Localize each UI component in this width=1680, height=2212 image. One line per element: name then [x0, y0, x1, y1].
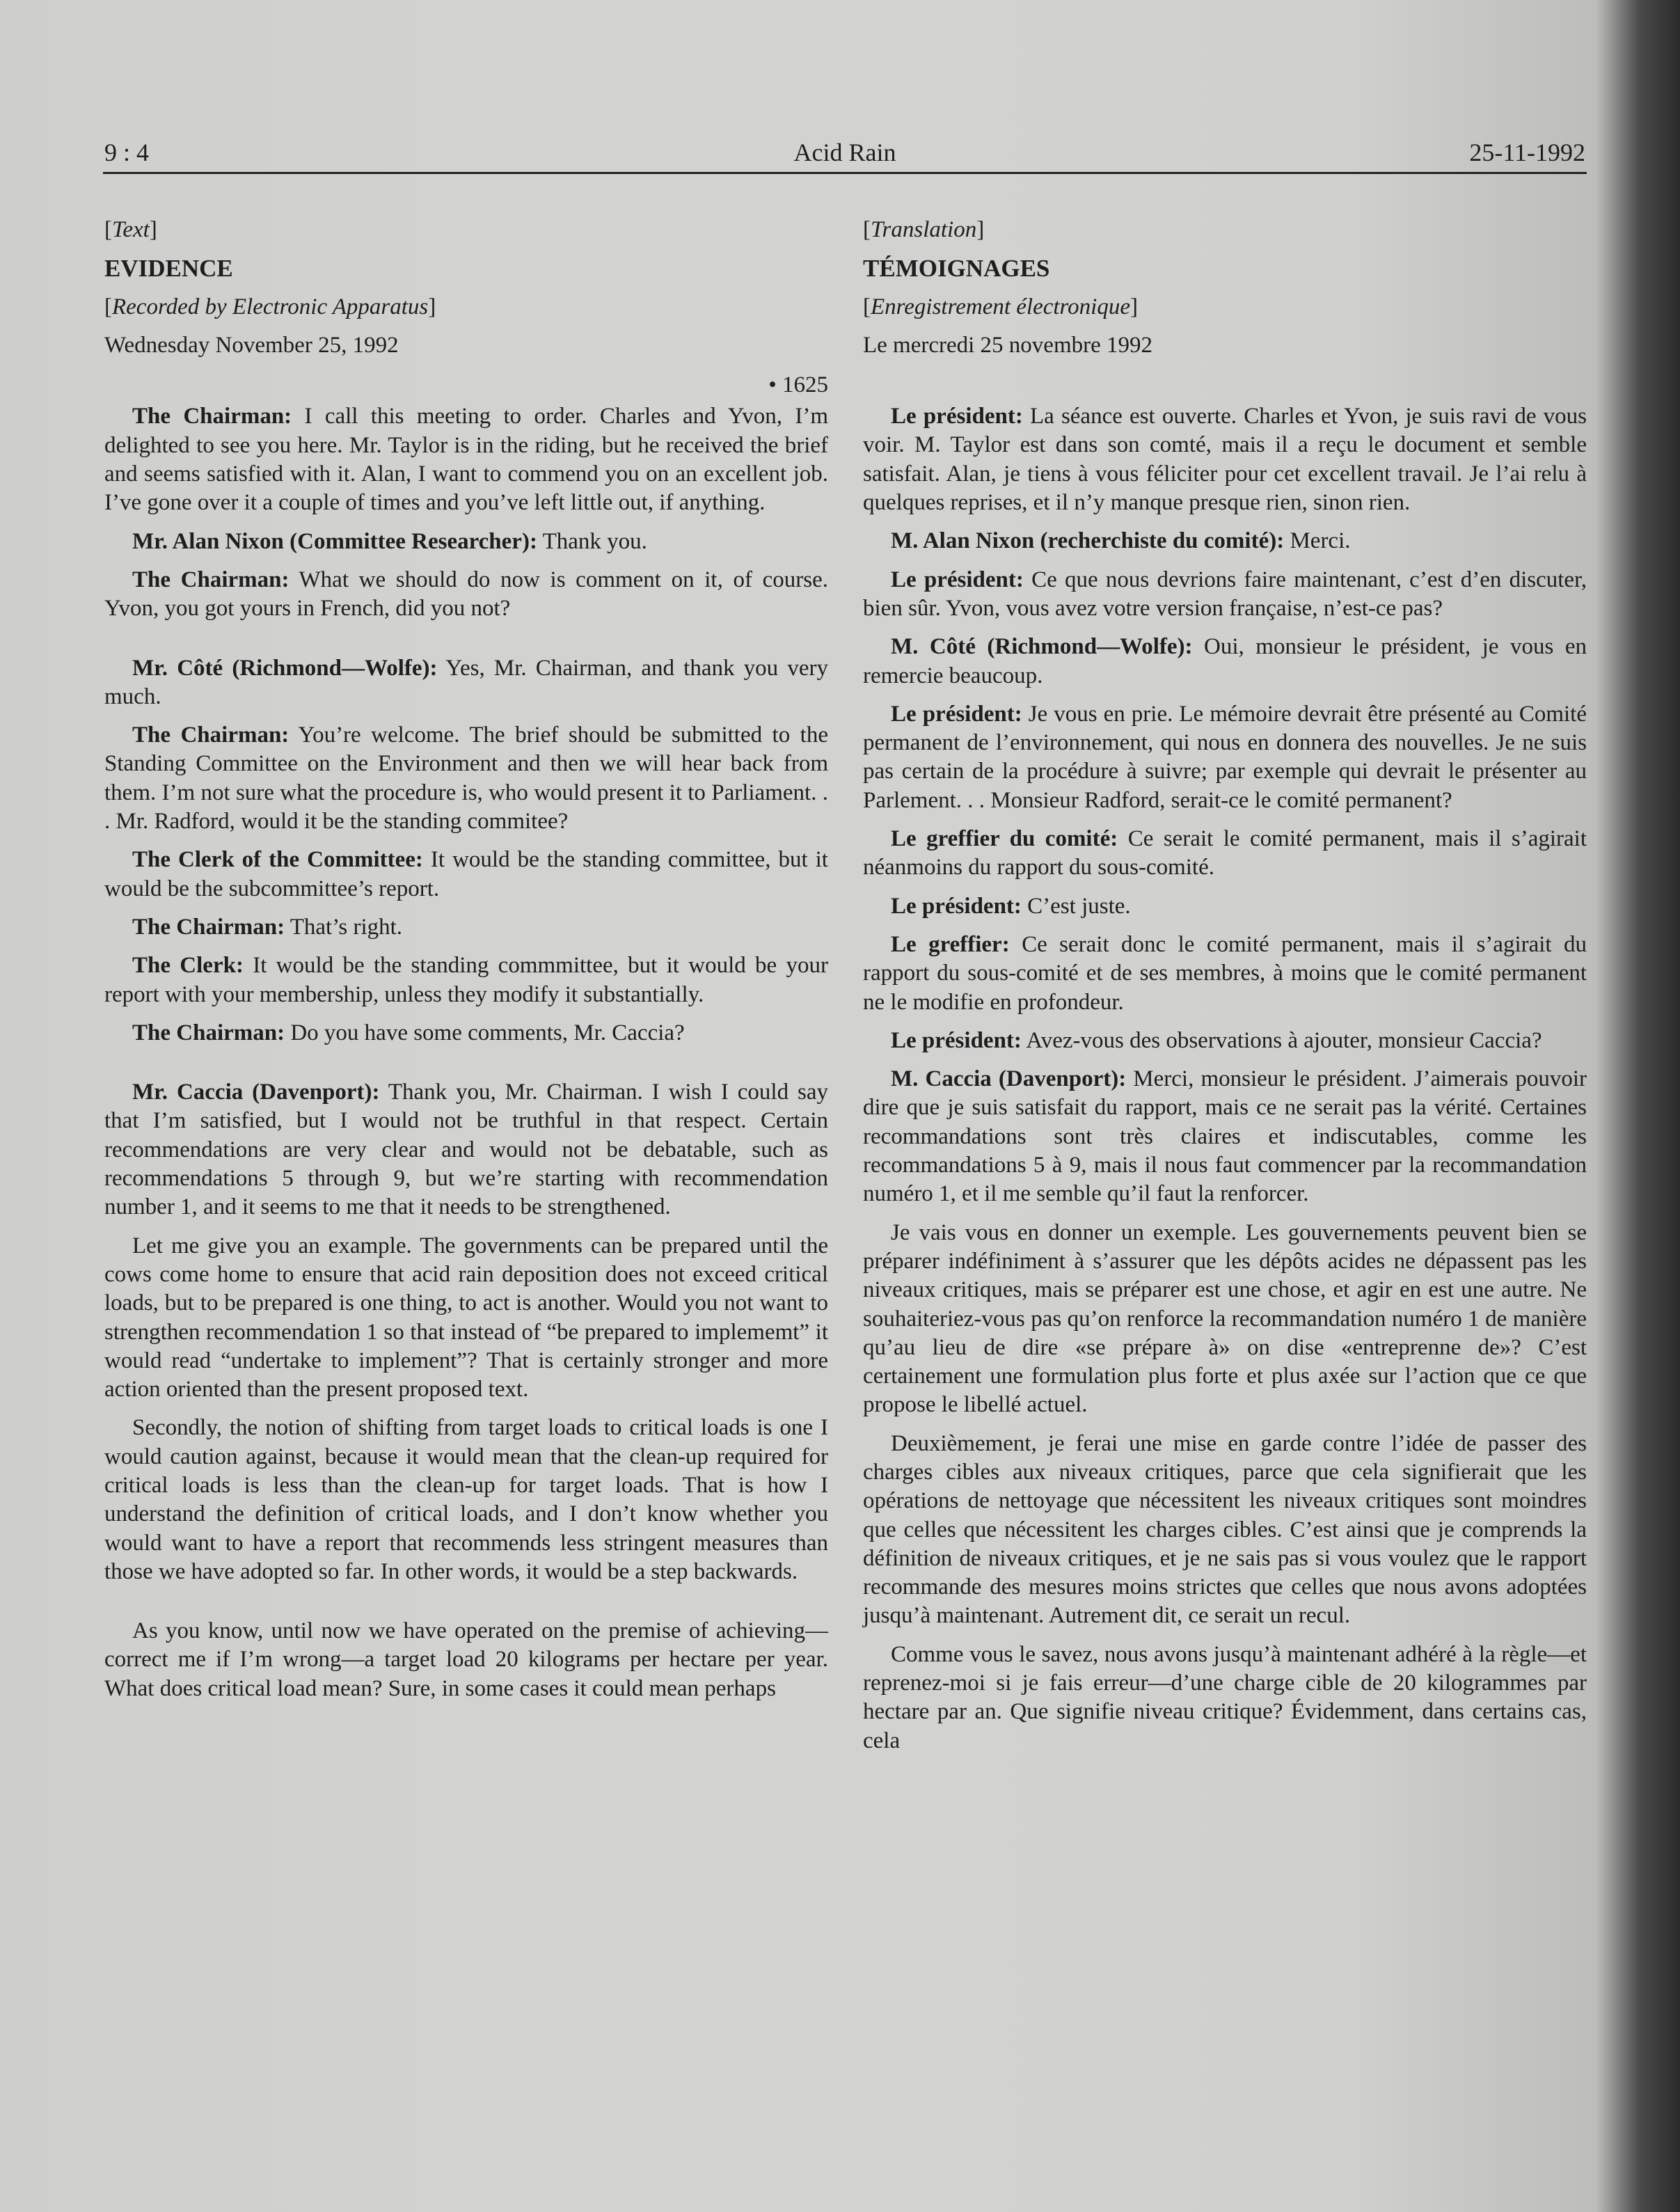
timestamp: • 1625 — [768, 372, 828, 398]
speaker: Le président: — [891, 567, 1024, 592]
speaker: Le président: — [891, 404, 1023, 429]
paragraph: The Chairman: You’re welcome. The brief should be submitted to the Standing Committee on the Environment and then we will hear back from them. I’m not sure what the procedure is, who would present it to Parliament. . . Mr. Radford, would it be the standing commitee? — [104, 722, 829, 835]
paragraph: The Chairman: I call this meeting to order. Charles and Yvon, I’m delighted to see you here. Mr. Taylor is in the riding, but he received the brief and seems satisfied with it. Alan, I want to commend you on an excellent job. I’ve gone over it a couple of times and you’ve left little out, if anything. — [104, 404, 828, 516]
speaker: M. Alan Nixon (recherchiste du comité): — [891, 528, 1285, 554]
section-tag: [Text] — [104, 217, 157, 242]
recording-note: [Enregistrement électronique] — [863, 294, 1138, 319]
paragraph: Le président: C’est juste. — [891, 893, 1131, 919]
session-date: Le mercredi 25 novembre 1992 — [863, 332, 1153, 358]
speaker: M. Caccia (Davenport): — [891, 1066, 1127, 1092]
paragraph: M. Caccia (Davenport): Merci, monsieur le président. J’aimerais pouvoir dire que je suis satisfait du rapport, mais ce ne serait pas la vérité. Certaines recommandations sont très claires et indiscutables, comme les recommandations 5 à 9, mais il nous faut commencer par la recommandation numéro 1, et il me semble qu’il faut la renforcer. — [863, 1066, 1587, 1207]
paragraph: Mr. Côté (Richmond—Wolfe): Yes, Mr. Chairman, and thank you very much. — [104, 655, 828, 709]
paragraph: The Clerk: It would be the standing commmittee, but it would be your report with your membership, unless they modify it substantially. — [104, 953, 828, 1007]
paragraph: Mr. Caccia (Davenport): Thank you, Mr. Chairman. I wish I could say that I’m satisfied, but I would not be truthful in that respect. Certain recommendations are very clear and would not be debatable, such as recommendations 5 through 9, but we’re starting with recommendation number 1, and it seems to me that it needs to be strengthened. — [104, 1080, 828, 1220]
english-column — [104, 216, 828, 1703]
section-tag: [Translation] — [863, 217, 985, 242]
paragraph: Le greffier du comité: Ce serait le comité permanent, mais il s’agirait néanmoins du rapport du sous-comité. — [863, 826, 1587, 880]
french-column — [863, 216, 1587, 1755]
paragraph: Le président: Ce que nous devrions faire maintenant, c’est d’en discuter, bien sûr. Yvon, vous avez votre version française, n’est-ce pas? — [863, 567, 1587, 621]
speaker: The Chairman: — [132, 567, 290, 592]
header-title: Acid Rain — [793, 139, 896, 166]
paragraph: M. Alan Nixon (recherchiste du comité): Merci. — [891, 528, 1351, 554]
speaker: Mr. Caccia (Davenport): — [132, 1080, 380, 1105]
speaker: The Chairman: — [132, 1020, 285, 1045]
speaker: Le greffier: — [891, 931, 1010, 957]
paragraph: Le président: Avez-vous des observations à ajouter, monsieur Caccia? — [891, 1027, 1542, 1053]
speaker: Le greffier du comité: — [891, 826, 1118, 852]
speaker: Le président: — [891, 1027, 1022, 1053]
speaker: Mr. Côté (Richmond—Wolfe): — [132, 655, 438, 681]
header-rule — [103, 172, 1587, 174]
recording-note: [Recorded by Electronic Apparatus] — [104, 294, 436, 319]
paragraph: Mr. Alan Nixon (Committee Researcher): Thank you. — [132, 528, 647, 554]
section-heading: TÉMOIGNAGES — [863, 255, 1050, 283]
header-page-number: 9 : 4 — [104, 139, 150, 166]
paragraph: The Chairman: Do you have some comments, Mr. Caccia? — [132, 1020, 685, 1045]
paragraph: The Chairman: What we should do now is comment on it, of course. Yvon, you got yours in French, did you not? — [104, 567, 828, 622]
paragraph: Let me give you an example. The governments can be prepared until the cows come home to ensure that acid rain deposition does not exceed critical loads, but to be prepared is one thing, to act is another. Would you not want to strengthen recommendation 1 so that instead of “be prepared to implememt” it would read “undertake to implement”? That is certainly stronger and more action oriented than the present proposed text. — [104, 1233, 828, 1403]
session-date: Wednesday November 25, 1992 — [104, 332, 399, 358]
paragraph: The Chairman: That’s right. — [132, 914, 403, 940]
speaker: M. Côté (Richmond—Wolfe): — [891, 634, 1193, 660]
paragraph: Secondly, the notion of shifting from target loads to critical loads is one I would caution against, because it would mean that the clean-up required for critical loads is less than the clean-up for target loads. That is how I understand the definition of critical loads, and I don’t know whether you would want to have a report that recommends less stringent measures than those we have adopted so far. In other words, it would be a step backwards. — [104, 1415, 828, 1584]
section-heading: EVIDENCE — [104, 255, 233, 283]
paragraph: Deuxièmement, je ferai une mise en garde contre l’idée de passer des charges cibles aux niveaux critiques, parce que cela signifierait que les opérations de nettoyage que nécessitent les niveaux critiques sont moindres que celles que nécessitent les charges cibles. C’est ainsi que je comprends la définition de niveaux critiques, et je ne sais pas si vous voulez que le rapport recommande des mesures moins strictes que celles que nous avons adoptées jusqu’à maintenant. Autrement dit, ce serait un recul. — [863, 1430, 1587, 1629]
paragraph: The Clerk of the Committee: It would be the standing committee, but it would be the subcommittee’s report. — [104, 847, 828, 901]
paragraph: As you know, until now we have operated on the premise of achieving—correct me if I’m wrong—a target load 20 kilograms per hectare per year. What does critical load mean? Sure, in some cases it could mean perhaps — [104, 1618, 828, 1701]
running-header — [104, 138, 1585, 173]
header-date: 25-11-1992 — [1469, 139, 1585, 166]
speaker: The Chairman: — [132, 404, 292, 429]
speaker: The Chairman: — [132, 914, 285, 940]
paragraph: Le président: Je vous en prie. Le mémoire devrait être présenté au Comité permanent de l’environnement, qui nous en donnera des nouvelles. Je ne suis pas certain de la procédure à suivre; par exemple qui devrait le présenter au Parlement. . . Monsieur Radford, serait-ce le comité permanent? — [863, 701, 1587, 813]
paragraph: Je vais vous en donner un exemple. Les gouvernements peuvent bien se préparer indéfiniment à s’assurer que les dépôts acides ne dépassent pas les niveaux critiques, mais se préparer est une chose, et agir en est une autre. Ne souhaiteriez-vous pas qu’on renforce la recommandation numéro 1 de manière qu’au lieu de dire «se prépare à» on dise «entreprenne de»? C’est certainement une formulation plus forte et plus axée sur l’action que ce que propose le libellé actuel. — [863, 1219, 1587, 1418]
speaker: The Clerk: — [132, 953, 244, 979]
paragraph: Comme vous le savez, nous avons jusqu’à maintenant adhéré à la règle—et reprenez-moi si je fais erreur—d’une charge cible de 20 kilogrammes par hectare par an. Que signifie niveau critique? Évidemment, dans certains cas, cela — [863, 1641, 1587, 1753]
speaker: Le président: — [891, 893, 1022, 919]
paragraph: Le président: La séance est ouverte. Charles et Yvon, je suis ravi de vous voir. M. Taylor est dans son comté, mais il a reçu le document et semble satisfait. Alan, je tiens à vous féliciter pour cet excellent travail. Je l’ai relu à quelques reprises, et il n’y manque presque rien, sinon rien. — [863, 404, 1587, 516]
paragraph: Le greffier: Ce serait donc le comité permanent, mais il s’agirait du rapport du sous-comité et de ses membres, à moins que le comité permanent ne le modifie en profondeur. — [863, 931, 1587, 1015]
speaker: Le président: — [891, 701, 1022, 727]
speaker: The Chairman: — [132, 722, 290, 748]
paragraph: M. Côté (Richmond—Wolfe): Oui, monsieur le président, je vous en remercie beaucoup. — [863, 634, 1587, 688]
speaker: The Clerk of the Committee: — [132, 847, 423, 873]
speaker: Mr. Alan Nixon (Committee Researcher): — [132, 528, 537, 554]
